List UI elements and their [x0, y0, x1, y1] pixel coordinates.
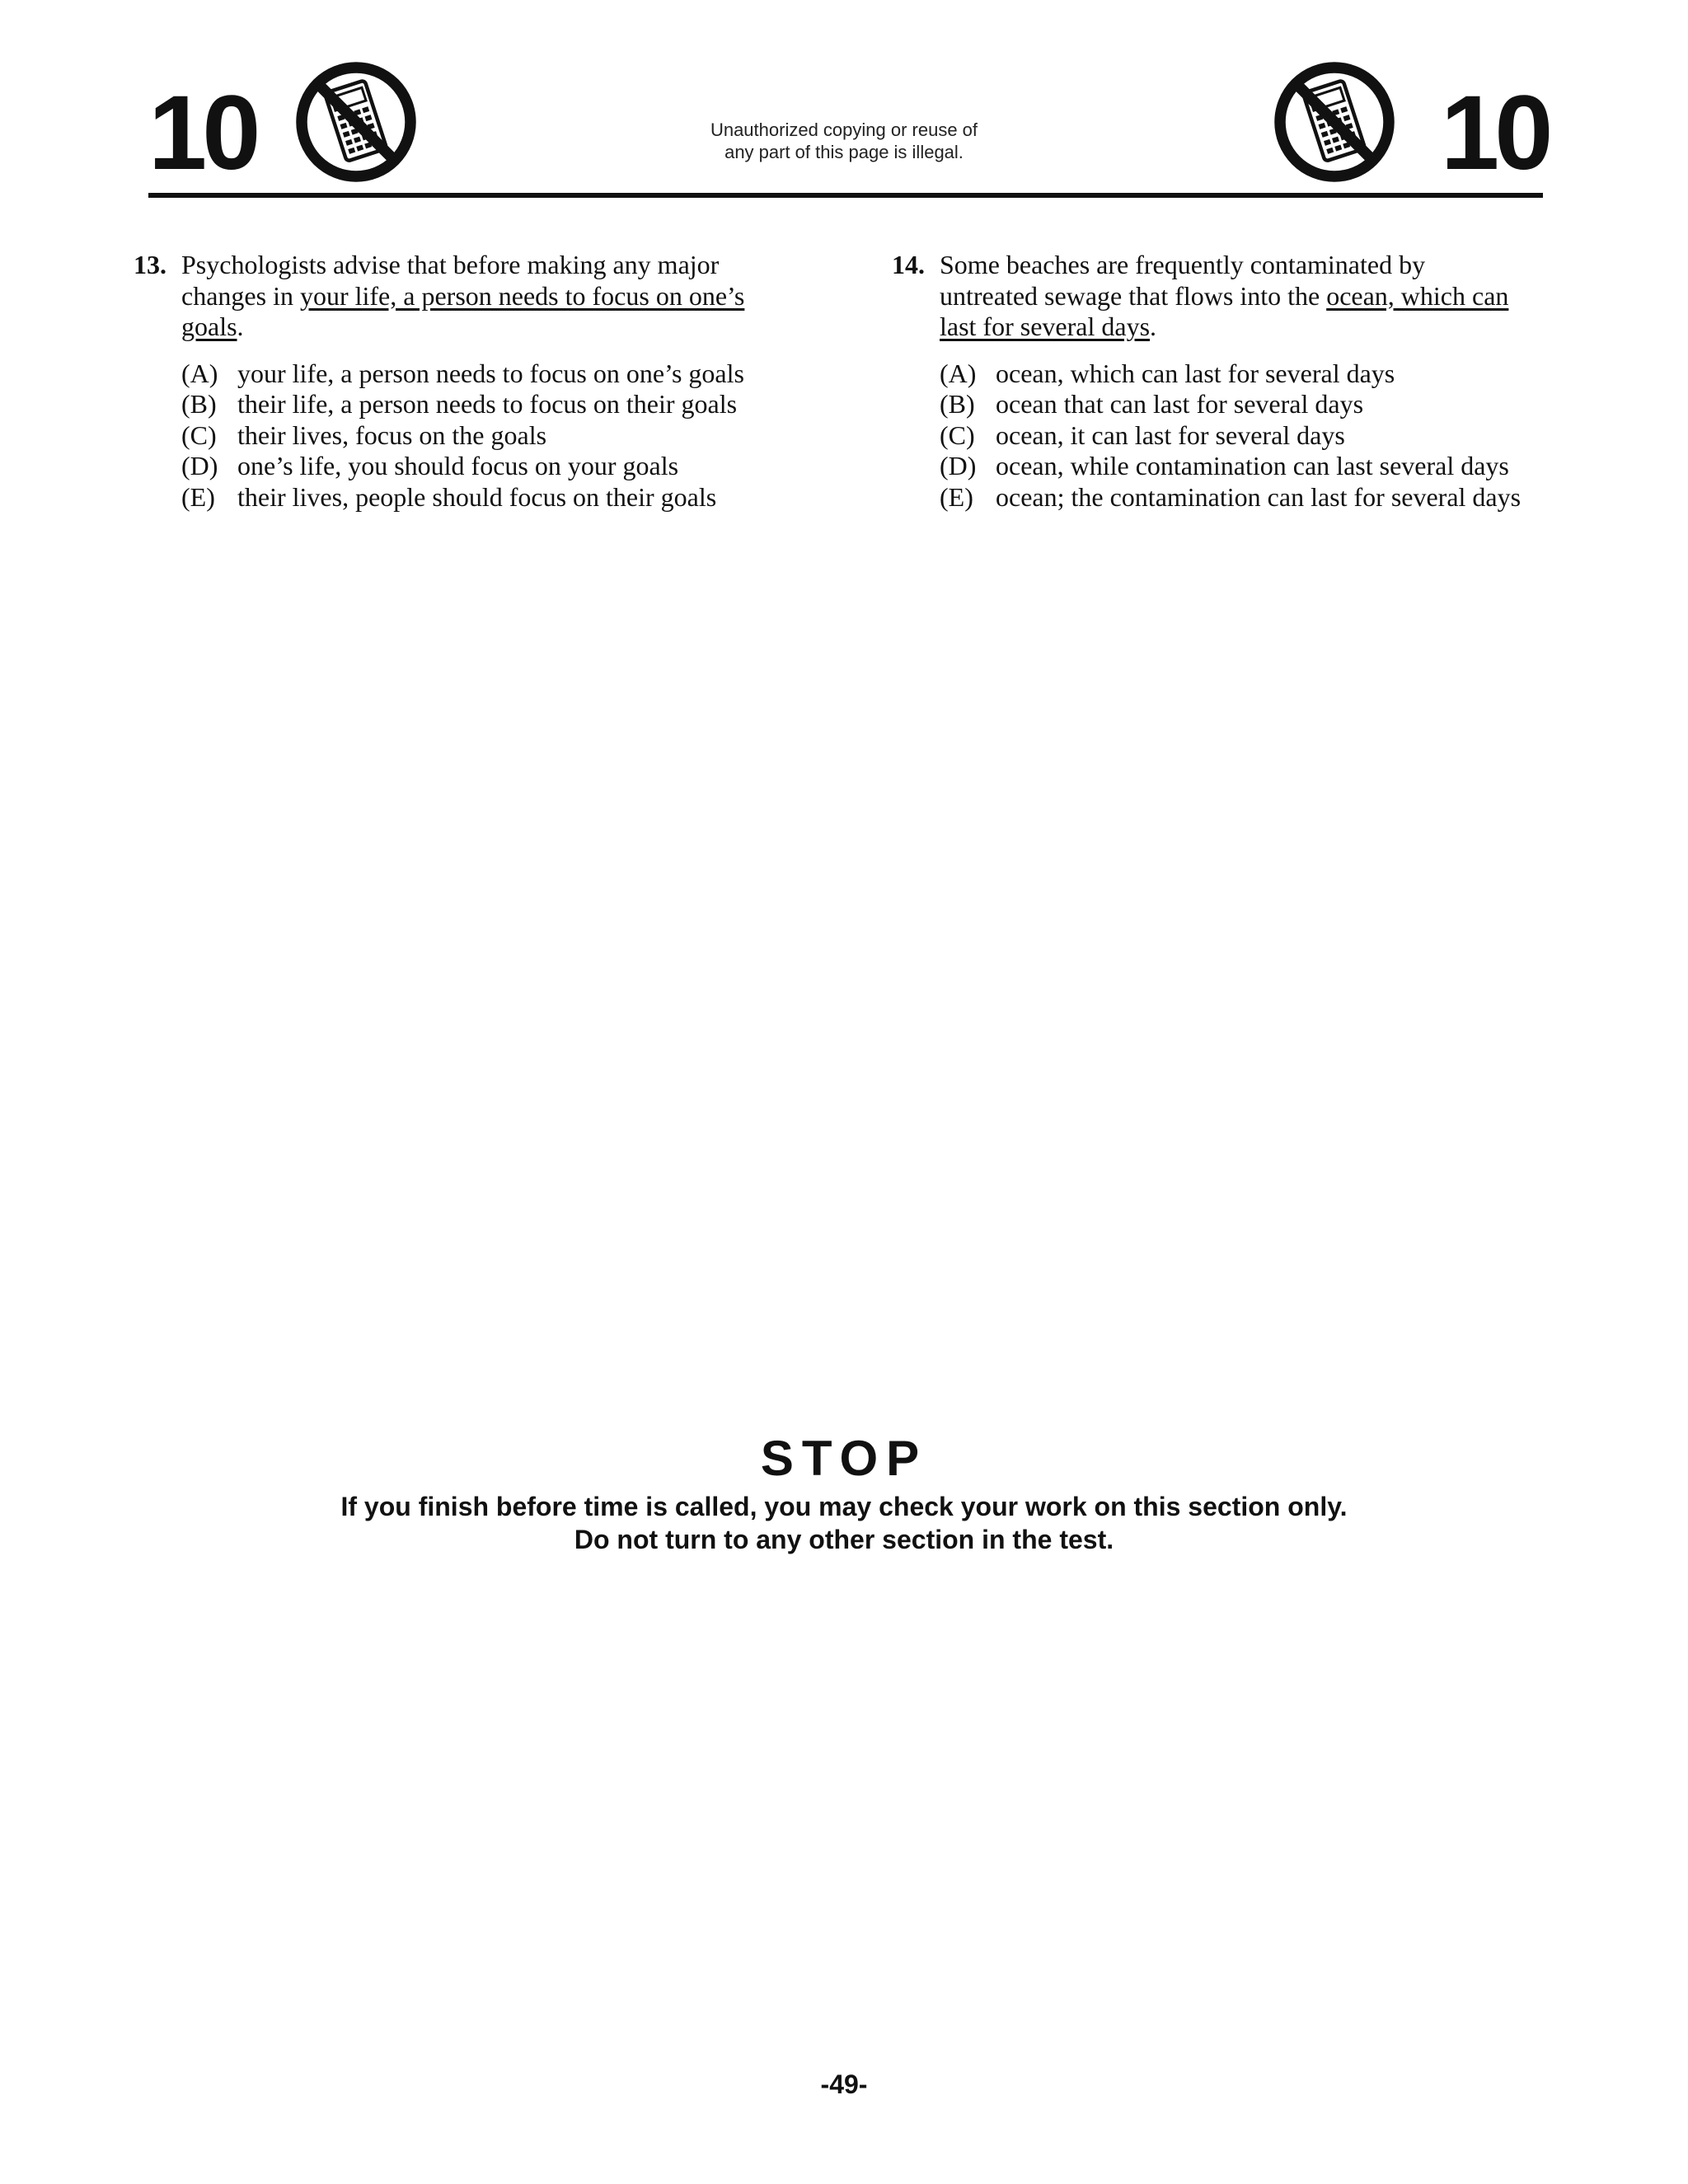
answer-choice-b[interactable]: [181, 389, 793, 420]
stop-instruction-1: If you finish before time is called, you may check your work on this section only.: [340, 1492, 1348, 1521]
stem-text: Some beaches are frequently contaminated by: [940, 250, 1426, 279]
stem-text: changes in: [181, 280, 300, 311]
stop-title: STOP: [760, 1431, 928, 1486]
stem-text: .: [237, 312, 244, 341]
choice-letter: (A): [181, 358, 218, 388]
stem-line: [181, 250, 793, 281]
choice-text: ocean, which can last for several days: [996, 358, 1395, 388]
choice-text: ocean; the contamination can last for several days: [996, 481, 1522, 512]
choice-text: their lives, people should focus on their goals: [237, 481, 717, 512]
stem-line: [181, 281, 793, 312]
question-stem: [181, 250, 793, 343]
copy-notice-line2: any part of this page is illegal.: [724, 142, 964, 162]
header-rule: [148, 193, 1543, 198]
choice-text: ocean, while contamination can last several days: [996, 451, 1509, 480]
answer-choice-a[interactable]: [181, 359, 793, 390]
answer-choice-e[interactable]: [940, 482, 1568, 513]
choice-letter: (B): [940, 389, 975, 419]
answer-choice-e[interactable]: [181, 482, 793, 513]
answer-choices: [940, 359, 1568, 513]
choice-text: your life, a person needs to focus on one’s goals: [237, 358, 744, 388]
choice-text: ocean that can last for several days: [996, 389, 1364, 419]
choice-letter: (C): [181, 419, 217, 450]
stem-line: [940, 312, 1568, 343]
choice-text: their life, a person needs to focus on their goals: [237, 389, 738, 419]
choice-text: ocean, it can last for several days: [996, 419, 1345, 450]
page-number: -49-: [820, 2069, 868, 2099]
question-14: [892, 250, 1568, 513]
copy-notice-line1: Unauthorized copying or reuse of: [710, 120, 978, 140]
choice-letter: (D): [940, 451, 977, 480]
question-number: 14.: [892, 250, 925, 279]
question-number: 13.: [134, 250, 166, 279]
no-calculator-icon: [1273, 60, 1396, 184]
question-stem: [940, 250, 1568, 343]
choice-letter: (E): [940, 481, 973, 512]
choice-text: their lives, focus on the goals: [237, 419, 547, 450]
answer-choice-c[interactable]: [940, 420, 1568, 452]
answer-choice-a[interactable]: [940, 359, 1568, 390]
underlined-text: goals: [181, 312, 237, 341]
section-number-left: 10: [148, 74, 256, 192]
stem-line: [940, 250, 1568, 281]
choice-letter: (A): [940, 358, 977, 388]
answer-choice-c[interactable]: [181, 420, 793, 452]
answer-choice-d[interactable]: [181, 451, 793, 482]
stem-text: Psychologists advise that before making any major: [181, 250, 720, 279]
choice-letter: (B): [181, 389, 217, 419]
underlined-text: your life, a person needs to focus on one’s: [299, 280, 745, 311]
copy-notice: [597, 119, 1091, 163]
answer-choice-b[interactable]: [940, 389, 1568, 420]
choice-letter: (D): [181, 451, 218, 480]
underlined-text: last for several days: [940, 312, 1151, 341]
no-calculator-icon: [294, 60, 418, 184]
section-number-right: 10: [1441, 74, 1549, 192]
question-13: [134, 250, 793, 513]
choice-letter: (C): [940, 419, 975, 450]
choice-text: one’s life, you should focus on your goals: [237, 451, 679, 480]
choice-letter: (E): [181, 481, 215, 512]
stem-line: [940, 281, 1568, 312]
stem-text: .: [1150, 312, 1157, 341]
answer-choices: [181, 359, 793, 513]
stem-text: untreated sewage that flows into the: [940, 280, 1327, 311]
answer-choice-d[interactable]: [940, 451, 1568, 482]
underlined-text: ocean, which can: [1326, 280, 1509, 311]
stem-line: [181, 312, 793, 343]
stop-instruction-2: Do not turn to any other section in the test.: [574, 1525, 1114, 1554]
